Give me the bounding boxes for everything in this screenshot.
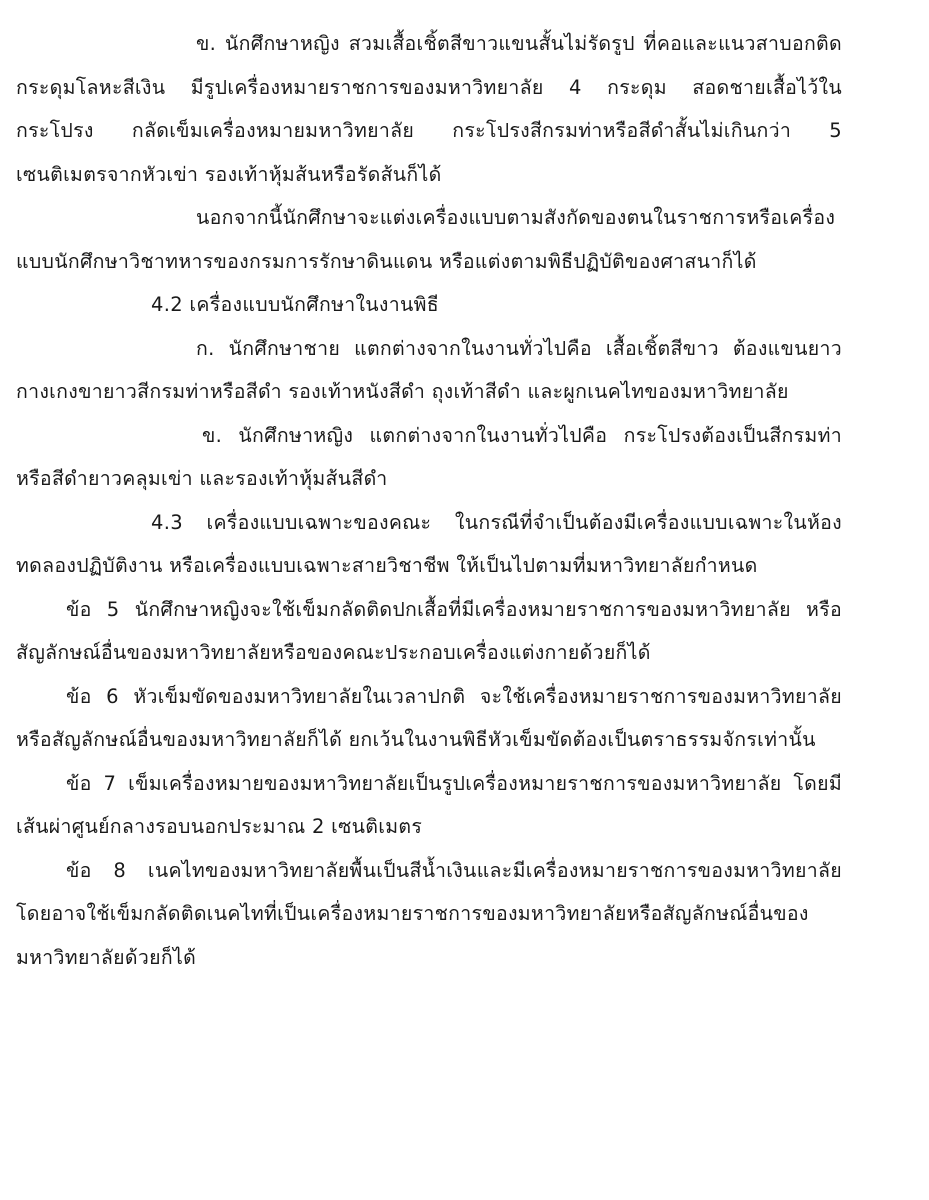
- paragraph-clause-8: ข้อ 8 เนคไทของมหาวิทยาลัยพื้นเป็นสีน้ำเงินและมีเครื่องหมายราชการของมหาวิทยาลัย โดยอาจใช้เข็มกลัดติดเนคไทที่เป็นเครื่องหมายราชการของมหาวิทยาลัยหรือสัญลักษณ์อื่นของมหาวิทยาลัยด้วยก็ได้: [16, 858, 842, 969]
- paragraph-alternative-uniforms: นอกจากนี้นักศึกษาจะแต่งเครื่องแบบตามสังกัดของตนในราชการหรือเครื่องแบบนักศึกษาวิชาทหารของกรมการรักษาดินแดน หรือแต่งตามพิธีปฏิบัติของศาสนาก็ได้: [16, 206, 836, 273]
- paragraph-female-student-general-uniform: ข. นักศึกษาหญิง สวมเสื้อเชิ้ตสีขาวแขนสั้นไม่รัดรูป ที่คอและแนวสาบอกติดกระดุมโลหะสีเงิน มีรูปเครื่องหมายราชการของมหาวิทยาลัย 4 กระดุม สอดชายเสื้อไว้ในกระโปรง กลัดเข็มเครื่องหมายมหาวิทยาลัย กระโปรงสีกรมท่าหรือสีดำสั้นไม่เกินกว่า 5 เซนติเมตรจากหัวเข่า รองเท้าหุ้มส้นหรือรัดส้นก็ได้: [16, 32, 842, 186]
- paragraph-male-student-ceremonial: ก. นักศึกษาชาย แตกต่างจากในงานทั่วไปคือ เสื้อเชิ้ตสีขาว ต้องแขนยาว กางเกงขายาวสีกรมท่าหรือสีดำ รองเท้าหนังสีดำ ถุงเท้าสีดำ และผูกเนคไทของมหาวิทยาลัย: [16, 336, 842, 403]
- paragraph-faculty-specific-uniform: 4.3 เครื่องแบบเฉพาะของคณะ ในกรณีที่จำเป็นต้องมีเครื่องแบบเฉพาะในห้องทดลองปฏิบัติงาน หรือเครื่องแบบเฉพาะสายวิชาชีพ ให้เป็นไปตามที่มหาวิทยาลัยกำหนด: [16, 510, 842, 577]
- document-page: [16, 22, 842, 979]
- paragraph-clause-7: ข้อ 7 เข็มเครื่องหมายของมหาวิทยาลัยเป็นรูปเครื่องหมายราชการของมหาวิทยาลัย โดยมีเส้นผ่าศูนย์กลางรอบนอกประมาณ 2 เซนติเมตร: [16, 771, 842, 838]
- paragraph-female-student-ceremonial: ข. นักศึกษาหญิง แตกต่างจากในงานทั่วไปคือ กระโปรงต้องเป็นสีกรมท่าหรือสีดำยาวคลุมเข่า และรองเท้าหุ้มส้นสีดำ: [16, 423, 842, 490]
- heading-ceremonial-uniform: 4.2 เครื่องแบบนักศึกษาในงานพิธี: [151, 293, 439, 316]
- paragraph-clause-6: ข้อ 6 หัวเข็มขัดของมหาวิทยาลัยในเวลาปกติ จะใช้เครื่องหมายราชการของมหาวิทยาลัยหรือสัญลักษณ์อื่นของมหาวิทยาลัยก็ได้ ยกเว้นในงานพิธีหัวเข็มขัดต้องเป็นตราธรรมจักรเท่านั้น: [16, 684, 842, 751]
- paragraph-clause-5: ข้อ 5 นักศึกษาหญิงจะใช้เข็มกลัดติดปกเสื้อที่มีเครื่องหมายราชการของมหาวิทยาลัย หรือสัญลักษณ์อื่นของมหาวิทยาลัยหรือของคณะประกอบเครื่องแต่งกายด้วยก็ได้: [16, 597, 842, 664]
